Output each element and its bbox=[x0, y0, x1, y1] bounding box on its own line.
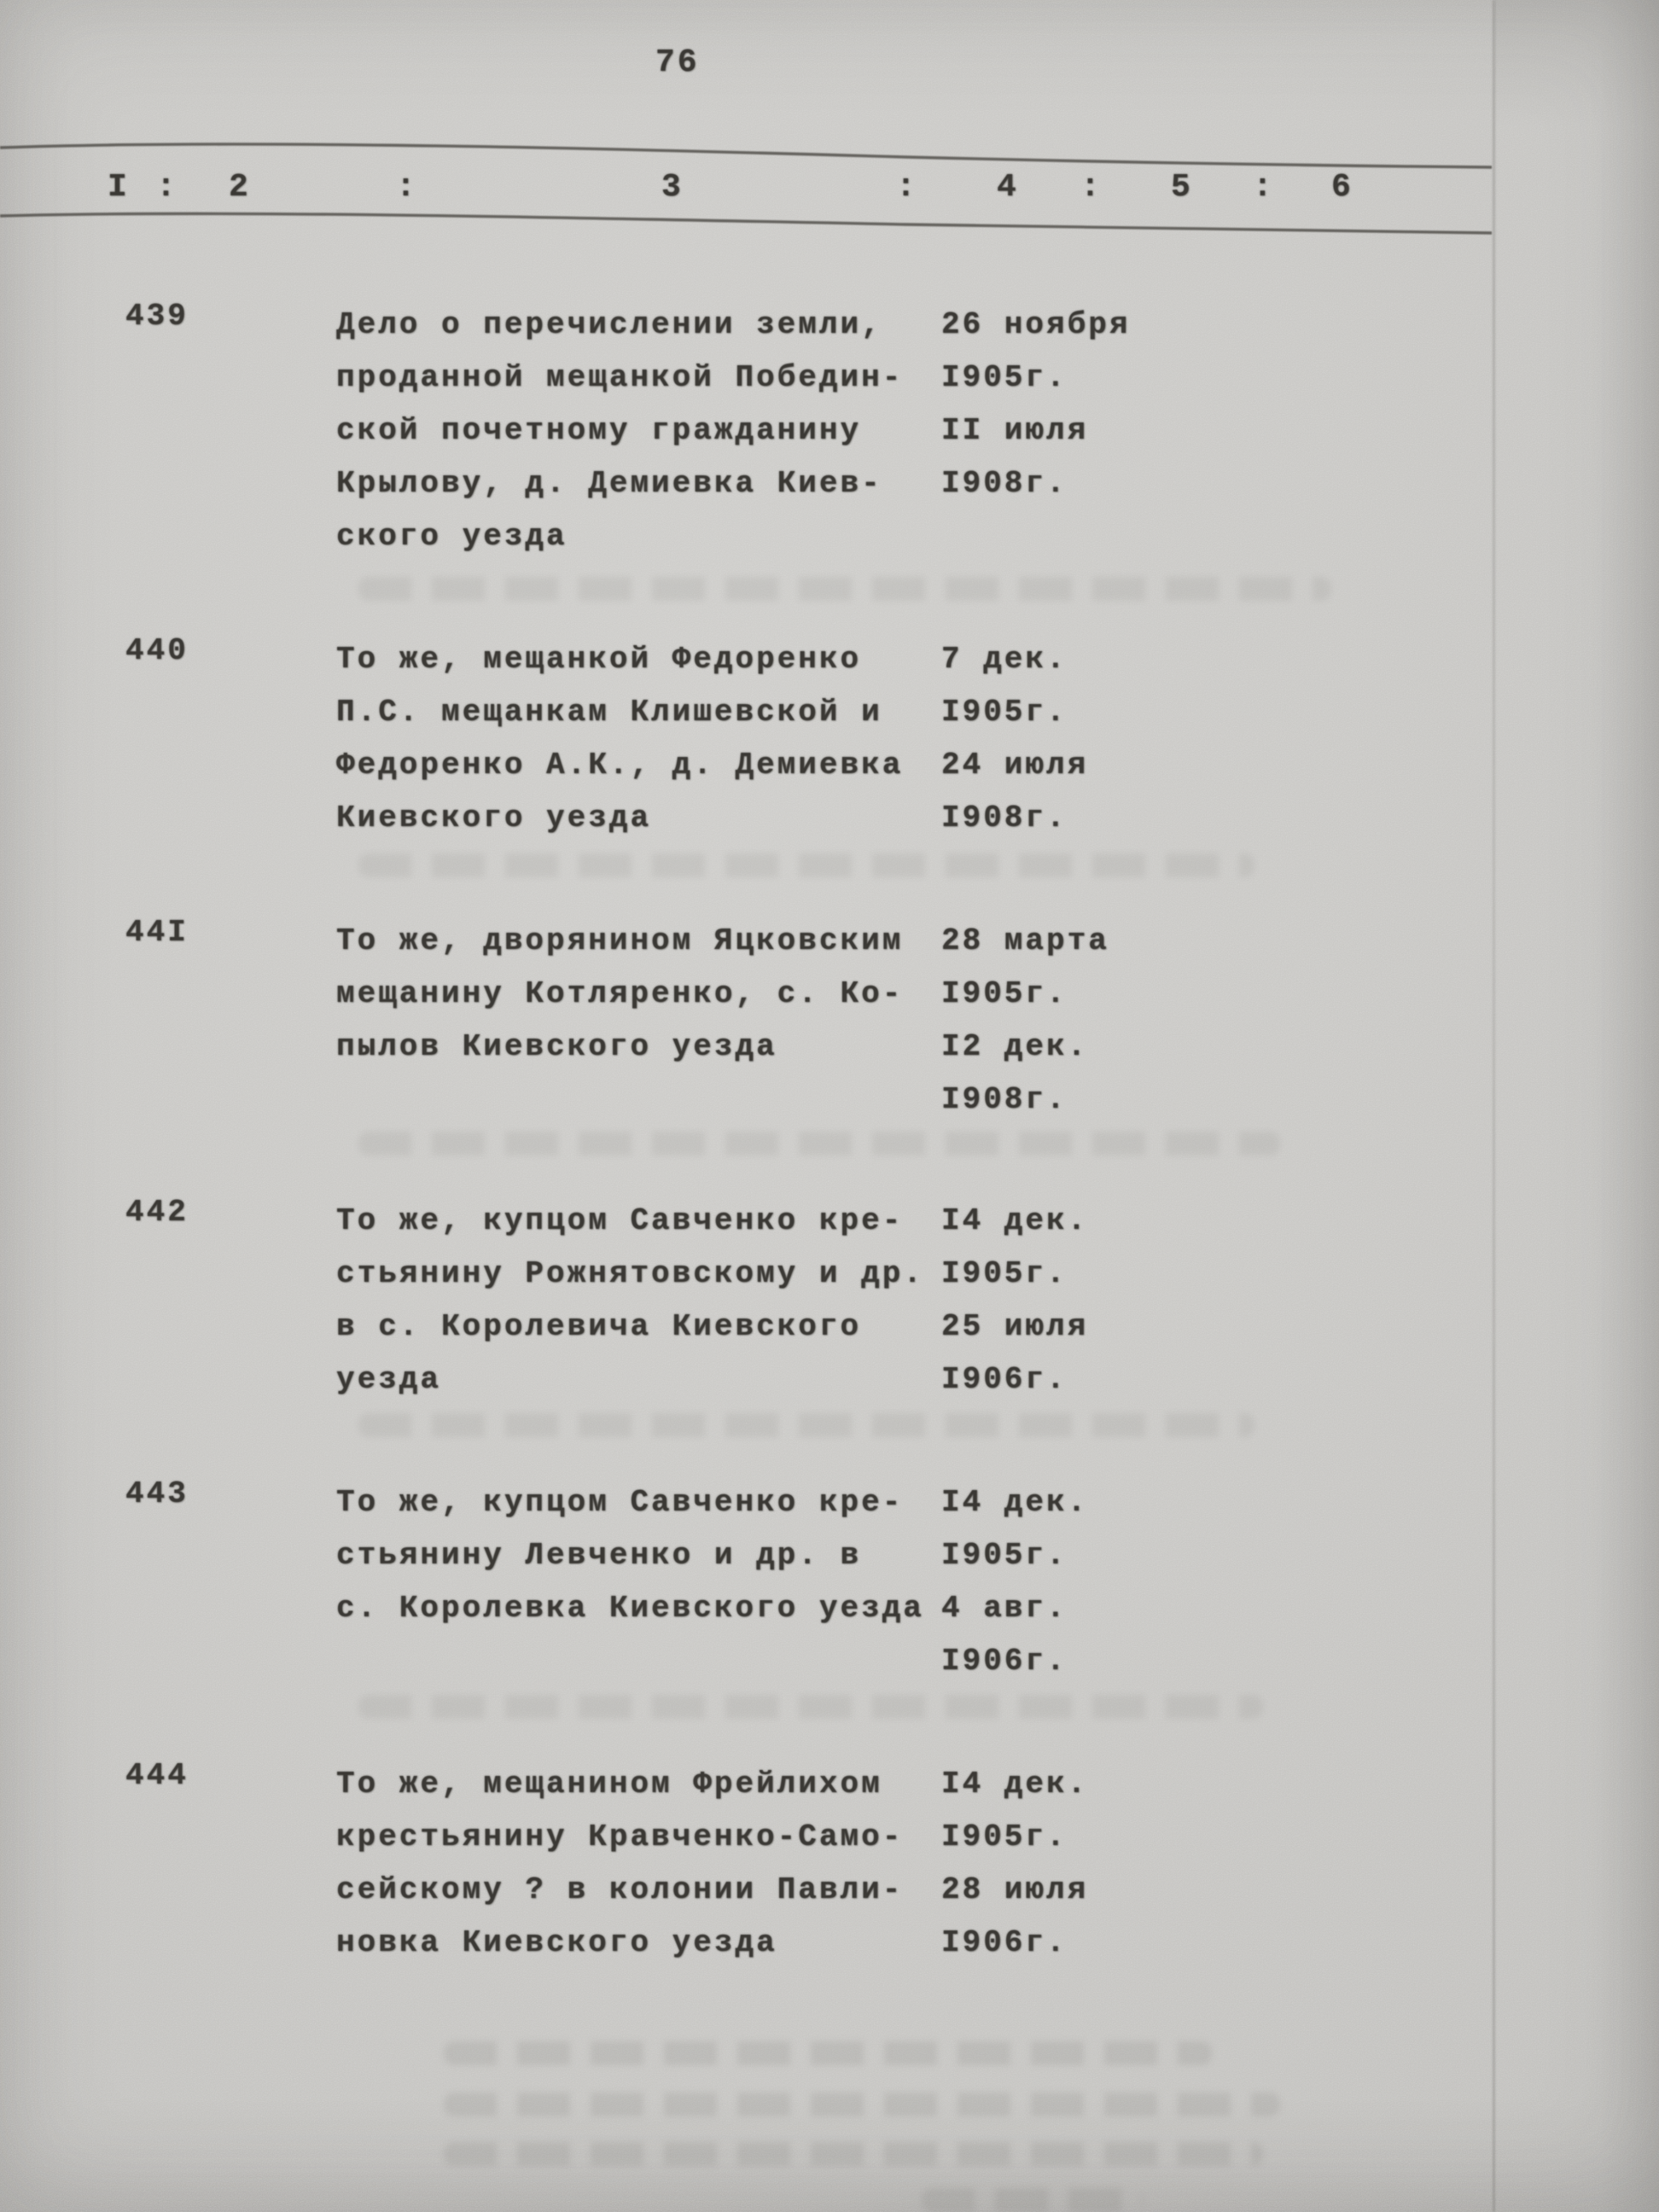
bleed-through-smudge bbox=[444, 2142, 1263, 2166]
bleed-through-smudge bbox=[358, 853, 1254, 877]
text-line: I4 дек. bbox=[941, 1767, 1089, 1802]
text-line: I4 дек. bbox=[941, 1485, 1089, 1520]
text-line: Федоренко А.К., д. Демиевка bbox=[336, 748, 904, 783]
corner-shading bbox=[1495, 0, 1659, 128]
text-line: проданной мещанкой Победин- bbox=[336, 360, 904, 395]
text-line: I906г. bbox=[941, 1362, 1068, 1397]
text-line: I2 дек. bbox=[941, 1029, 1089, 1064]
bleed-through-smudge bbox=[444, 2093, 1280, 2116]
text-line: I908г. bbox=[941, 466, 1068, 501]
text-line: I905г. bbox=[941, 695, 1068, 730]
text-line: ского уезда bbox=[336, 519, 568, 554]
entry-dates bbox=[941, 633, 1088, 845]
entry-number: 44I bbox=[125, 915, 189, 950]
bleed-through-smudge bbox=[922, 2188, 1144, 2212]
entry-number: 443 bbox=[125, 1476, 189, 1511]
entry-dates bbox=[941, 299, 1130, 510]
bleed-through-smudge bbox=[358, 1132, 1280, 1155]
entry-number: 440 bbox=[125, 633, 189, 668]
entry-number: 442 bbox=[125, 1195, 189, 1230]
text-line: сейскому ? в колонии Павли- bbox=[336, 1872, 904, 1907]
column-header-cell: : bbox=[896, 169, 918, 206]
text-line: с. Королевка Киевского уезда bbox=[336, 1591, 924, 1626]
text-line: I906г. bbox=[941, 1925, 1068, 1960]
column-header-cell: : bbox=[156, 169, 178, 206]
entry-dates bbox=[941, 1195, 1088, 1406]
column-header-cell: 6 bbox=[1331, 169, 1353, 206]
entry-description bbox=[336, 299, 903, 563]
text-line: I906г. bbox=[941, 1644, 1068, 1679]
text-line: I4 дек. bbox=[941, 1203, 1089, 1238]
text-line: П.С. мещанкам Клишевской и bbox=[336, 695, 882, 730]
text-line: I905г. bbox=[941, 976, 1068, 1011]
text-line: I905г. bbox=[941, 1256, 1068, 1291]
entry-description bbox=[336, 1195, 924, 1406]
bleed-through-smudge bbox=[358, 1413, 1254, 1437]
text-line: I908г. bbox=[941, 1082, 1068, 1117]
entry-dates bbox=[941, 915, 1109, 1126]
header-rule-top bbox=[0, 144, 1492, 167]
bleed-through-smudge bbox=[358, 577, 1331, 601]
text-line: в с. Королевича Киевского bbox=[336, 1309, 862, 1344]
text-line: I905г. bbox=[941, 1538, 1068, 1573]
column-header-cell: 3 bbox=[661, 169, 684, 206]
page-number: 76 bbox=[655, 44, 700, 81]
column-header-cell: : bbox=[1253, 169, 1275, 206]
column-header-cell: I bbox=[108, 169, 130, 206]
bleed-through-smudge bbox=[358, 1695, 1263, 1719]
text-line: I905г. bbox=[941, 1819, 1068, 1854]
text-line: 7 дек. bbox=[941, 642, 1068, 677]
text-line: II июля bbox=[941, 413, 1089, 448]
text-line: То же, купцом Савченко кре- bbox=[336, 1203, 904, 1238]
text-line: пылов Киевского уезда bbox=[336, 1029, 777, 1064]
entry-number: 444 bbox=[125, 1758, 189, 1793]
text-line: Киевского уезда bbox=[336, 800, 652, 835]
entry-description bbox=[336, 1758, 903, 1970]
text-line: То же, мещанкой Федоренко bbox=[336, 642, 862, 677]
text-line: уезда bbox=[336, 1362, 442, 1397]
text-line: 25 июля bbox=[941, 1309, 1089, 1344]
text-line: 24 июля bbox=[941, 748, 1089, 783]
entry-description bbox=[336, 915, 903, 1074]
header-rule-bottom bbox=[0, 213, 1492, 233]
page-edge-shadow bbox=[1599, 0, 1659, 2212]
entry-dates bbox=[941, 1476, 1088, 1688]
column-header-cell: : bbox=[396, 169, 418, 206]
text-line: 26 ноября bbox=[941, 307, 1131, 342]
entry-number: 439 bbox=[125, 299, 189, 334]
text-line: стьянину Рожнятовскому и др. bbox=[336, 1256, 924, 1291]
text-line: I905г. bbox=[941, 360, 1068, 395]
text-line: 28 марта bbox=[941, 923, 1109, 958]
text-line: 28 июля bbox=[941, 1872, 1089, 1907]
text-line: ской почетному гражданину bbox=[336, 413, 862, 448]
page-fold-crease bbox=[1493, 0, 1495, 2212]
text-line: То же, мещанином Фрейлихом bbox=[336, 1767, 882, 1802]
column-header-cell: : bbox=[1080, 169, 1103, 206]
text-line: 4 авг. bbox=[941, 1591, 1068, 1626]
text-line: То же, купцом Савченко кре- bbox=[336, 1485, 904, 1520]
column-header-cell: 4 bbox=[997, 169, 1019, 206]
entry-description bbox=[336, 633, 903, 845]
text-line: I908г. bbox=[941, 800, 1068, 835]
text-line: Крылову, д. Демиевка Киев- bbox=[336, 466, 882, 501]
text-line: мещанину Котляренко, с. Ко- bbox=[336, 976, 904, 1011]
entry-description bbox=[336, 1476, 924, 1635]
column-header-cell: 5 bbox=[1171, 169, 1193, 206]
text-line: крестьянину Кравченко-Само- bbox=[336, 1819, 904, 1854]
bleed-through-smudge bbox=[444, 2041, 1212, 2065]
text-line: стьянину Левченко и др. в bbox=[336, 1538, 862, 1573]
text-line: То же, дворянином Яцковским bbox=[336, 923, 904, 958]
entry-dates bbox=[941, 1758, 1088, 1970]
column-header-cell: 2 bbox=[229, 169, 251, 206]
text-line: Дело о перечислении земли, bbox=[336, 307, 882, 342]
text-line: новка Киевского уезда bbox=[336, 1925, 777, 1960]
